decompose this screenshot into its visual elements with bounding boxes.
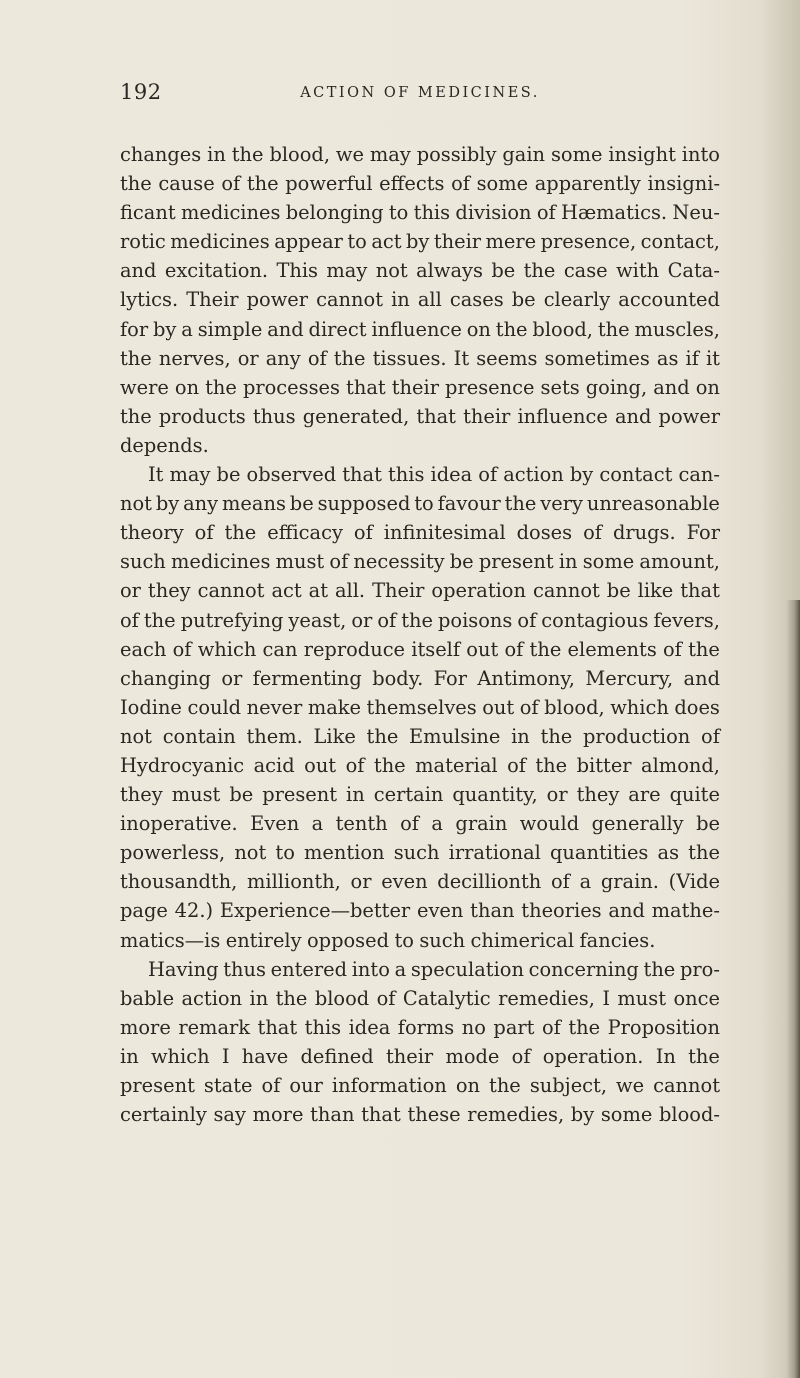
page-edge-shadow	[786, 600, 800, 1378]
text-line: Having thus entered into a speculation concerning the pro-	[148, 957, 720, 981]
text-line: for by a simple and direct influence on the blood, the muscles,	[120, 317, 720, 341]
text-line: they must be present in certain quantity, or they are quite	[120, 783, 720, 807]
text-line: the products thus generated, that their influence and power	[120, 404, 720, 428]
text-line: of the putrefying yeast, or of the poisons of contagious fevers,	[120, 608, 720, 632]
text-line: in which I have defined their mode of operation. In the	[120, 1044, 720, 1068]
text-line: such medicines must of necessity be present in some amount,	[120, 550, 720, 574]
text-line: not contain them. Like the Emulsine in the production of	[120, 724, 720, 748]
text-line: present state of our information on the subject, we cannot	[120, 1074, 720, 1097]
text-line: It may be observed that this idea of action by contact can-	[148, 463, 720, 487]
page-number: 192	[120, 80, 162, 104]
text-line: page 42.) Experience—better even than theories and mathe-	[120, 899, 720, 923]
text-line: inoperative. Even a tenth of a grain would generally be	[120, 812, 720, 836]
text-line: and excitation. This may not always be the case with Cata-	[120, 259, 720, 283]
text-line: were on the processes that their presence sets going, and on	[120, 375, 720, 399]
running-head: ACTION OF MEDICINES.	[300, 85, 540, 101]
text-line: changing or fermenting body. For Antimony, Mercury, and	[120, 666, 720, 690]
text-line: depends.	[120, 433, 209, 457]
text-line: the nerves, or any of the tissues. It seems sometimes as if it	[120, 346, 720, 370]
text-line: not by any means be supposed to favour the very unreasonable	[120, 492, 720, 516]
text-line: theory of the efficacy of infinitesimal doses of drugs. For	[120, 521, 720, 545]
text-line: matics—is entirely opposed to such chimerical fancies.	[120, 928, 656, 952]
text-line: more remark that this idea forms no part of the Proposition	[120, 1015, 720, 1039]
text-line: the cause of the powerful effects of some apparently insigni-	[120, 172, 720, 196]
text-line: Hydrocyanic acid out of the material of the bitter almond,	[120, 753, 720, 777]
text-line: lytics. Their power cannot in all cases be clearly accounted	[120, 288, 720, 312]
text-line: Iodine could never make themselves out of blood, which does	[120, 695, 720, 719]
text-line: certainly say more than that these remedies, by some blood-	[120, 1103, 720, 1127]
text-line: each of which can reproduce itself out of the elements of the	[120, 637, 720, 661]
text-line: changes in the blood, we may possibly gain some insight into	[120, 143, 720, 166]
text-line: ficant medicines belonging to this division of Hæmatics. Neu-	[120, 201, 720, 225]
text-line: rotic medicines appear to act by their mere presence, contact,	[120, 230, 720, 254]
text-line: bable action in the blood of Catalytic remedies, I must once	[120, 986, 720, 1010]
page-header	[120, 80, 720, 120]
text-line: thousandth, millionth, or even decillionth of a grain. (Vide	[120, 870, 720, 894]
text-line: or they cannot act at all. Their operation cannot be like that	[120, 579, 720, 603]
text-line: powerless, not to mention such irrational quantities as the	[120, 841, 720, 865]
body-text	[120, 140, 720, 1129]
